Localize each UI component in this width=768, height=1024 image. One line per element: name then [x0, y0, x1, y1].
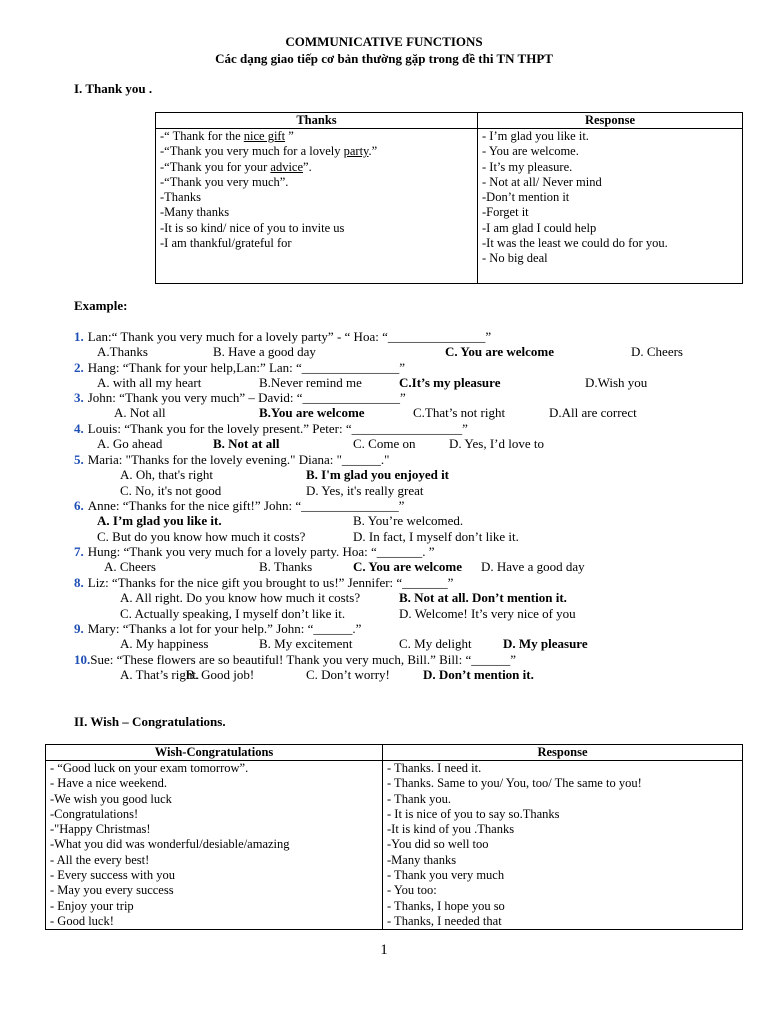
thanks-item: -“Thank you very much”. [160, 174, 289, 189]
answer-option: C. Don’t worry! [306, 667, 390, 683]
wish-item: - All the every best! [50, 852, 150, 867]
page-title: COMMUNICATIVE FUNCTIONS [285, 34, 483, 49]
question-number: 7. [74, 544, 84, 559]
answer-option: B. I'm glad you enjoyed it [306, 467, 450, 483]
thanks-item: -“Thank you for your advice”. [160, 159, 312, 174]
question-number: 6. [74, 498, 84, 513]
answer-option: C. Come on [353, 436, 416, 452]
question-6 [74, 498, 404, 513]
response-item: - I’m glad you like it. [482, 129, 589, 143]
wish-response-item: - Thank you. [387, 791, 451, 806]
answer-option: A. with all my heart [97, 375, 202, 391]
question-text: Maria: "Thanks for the lovely evening." Diana: "______." [87, 452, 390, 467]
response-column [478, 129, 743, 284]
question-number: 8. [74, 575, 84, 590]
wish-column [46, 761, 383, 930]
question-text: Hang: “Thank for your help,Lan:” Lan: “_______________” [87, 360, 406, 375]
wish-item: - Every success with you [50, 868, 175, 883]
question-number: 2. [74, 360, 84, 375]
answer-option: D. Don’t mention it. [423, 667, 534, 683]
answer-option: C. My delight [399, 636, 472, 652]
question-3 [74, 390, 406, 405]
question-4 [74, 421, 468, 436]
question-8 [74, 575, 453, 590]
response-item: - No big deal [482, 251, 548, 266]
wish-item: - May you every success [50, 883, 174, 898]
question-7 [74, 544, 435, 559]
wish-response-item: - Thanks, I hope you so [387, 898, 505, 913]
answer-option: D. Welcome! It’s very nice of you [399, 605, 576, 621]
response-item: -It was the least we could do for you. [482, 236, 668, 251]
answer-option: B.Never remind me [259, 375, 362, 391]
example-heading: Example: [74, 298, 128, 313]
answer-option: A. Cheers [104, 559, 156, 575]
wish-response-item: -You did so well too [387, 837, 489, 852]
answer-option: B. You’re welcomed. [353, 513, 464, 529]
wish-response-header: Response [383, 745, 743, 761]
wish-item: - “Good luck on your exam tomorrow”. [50, 761, 249, 775]
wish-response-item: - Thanks, I needed that [387, 913, 502, 928]
thanks-item: -I am thankful/grateful for [160, 236, 292, 251]
question-number: 5. [74, 452, 84, 467]
answer-option: A. My happiness [120, 636, 209, 652]
answer-option: A. I’m glad you like it. [97, 513, 222, 529]
question-text: Mary: “Thanks a lot for your help.” John: “______.” [87, 621, 362, 636]
answer-option: A. Oh, that's right [120, 467, 213, 483]
answer-option: C. But do you know how much it costs? [97, 528, 306, 544]
answer-option: A. Not all [114, 405, 166, 421]
section-heading-thank-you: I. Thank you . [74, 81, 153, 96]
question-text: Anne: “Thanks for the nice gift!” John: “_______________” [87, 498, 405, 513]
wish-item: - Have a nice weekend. [50, 776, 167, 791]
question-number: 4. [74, 421, 84, 436]
answer-option: A. That’s right. [120, 667, 200, 683]
question-number: 10. [74, 652, 91, 667]
wish-item: -"Happy Christmas! [50, 822, 151, 837]
answer-option: D. In fact, I myself don’t like it. [353, 528, 519, 544]
page-subtitle: Các dạng giao tiếp cơ bản thường gặp trong đề thi TN THPT [215, 51, 553, 66]
question-number: 9. [74, 621, 84, 636]
wish-response-item: - Thanks. Same to you/ You, too/ The same to you! [387, 776, 642, 791]
response-item: - You are welcome. [482, 144, 579, 159]
response-item: -I am glad I could help [482, 220, 597, 235]
answer-option: C.That’s not right [413, 405, 506, 421]
thanks-header: Thanks [156, 113, 478, 129]
wish-response-item: -Many thanks [387, 852, 457, 867]
answer-option: B. Not at all. Don’t mention it. [399, 590, 567, 606]
thanks-column [156, 129, 478, 284]
answer-option: A.Thanks [97, 344, 148, 360]
answer-option: C. No, it's not good [120, 482, 222, 498]
response-item: - Not at all/ Never mind [482, 174, 602, 189]
question-text: Louis: “Thank you for the lovely present.” Peter: “_________________” [87, 421, 468, 436]
response-item: -Forget it [482, 205, 529, 220]
question-10 [74, 652, 516, 667]
answer-option: B. Good job! [186, 667, 255, 683]
wish-item: -What you did was wonderful/desiable/amazing [50, 837, 290, 852]
answer-option: D. Yes, it's really great [306, 482, 424, 498]
wish-item: -Congratulations! [50, 806, 139, 821]
answer-option: A. All right. Do you know how much it costs? [120, 590, 361, 606]
answer-option: D.Wish you [585, 375, 648, 391]
wish-response-item: - Thanks. I need it. [387, 761, 482, 775]
answer-option: D. My pleasure [503, 636, 588, 652]
section-heading-wish: II. Wish – Congratulations. [74, 714, 226, 729]
question-1 [74, 329, 491, 344]
question-9 [74, 621, 361, 636]
question-text: Liz: “Thanks for the nice gift you brought to us!” Jennifer: “_______” [87, 575, 454, 590]
wish-header: Wish-Congratulations [46, 745, 383, 761]
response-item: - It’s my pleasure. [482, 159, 573, 174]
answer-option: D.All are correct [549, 405, 637, 421]
thanks-item: -Many thanks [160, 205, 230, 220]
question-5 [74, 452, 390, 467]
answer-option: B. My excitement [259, 636, 353, 652]
answer-option: D. Cheers [631, 344, 683, 360]
answer-option: C. You are welcome [445, 344, 555, 360]
answer-option: B. Not at all [213, 436, 280, 452]
wish-response-item: -It is kind of you .Thanks [387, 822, 515, 837]
question-text: Lan:“ Thank you very much for a lovely party” - “ Hoa: “_______________” [87, 329, 492, 344]
question-text: Sue: “These flowers are so beautiful! Thank you very much, Bill.” Bill: “______” [90, 652, 517, 667]
thanks-item: -“ Thank for the nice gift ” [160, 129, 294, 143]
question-number: 3. [74, 390, 84, 405]
answer-option: D. Have a good day [481, 559, 585, 575]
wish-response-item: - Thank you very much [387, 868, 505, 883]
answer-option: C.It’s my pleasure [399, 375, 501, 391]
wish-response-item: - You too: [387, 883, 437, 898]
question-number: 1. [74, 329, 84, 344]
thanks-item: -“Thank you very much for a lovely party.” [160, 144, 378, 159]
answer-option: A. Go ahead [97, 436, 163, 452]
question-text: John: “Thank you very much” – David: “_______________” [87, 390, 406, 405]
wish-item: -We wish you good luck [50, 791, 172, 806]
answer-option: B. Have a good day [213, 344, 316, 360]
wish-response-column [383, 761, 743, 930]
thanks-item: -Thanks [160, 190, 201, 205]
wish-item: - Good luck! [50, 913, 114, 928]
thanks-item: -It is so kind/ nice of you to invite us [160, 220, 345, 235]
question-text: Hung: “Thank you very much for a lovely party. Hoa: “_______. ” [87, 544, 435, 559]
wish-item: - Enjoy your trip [50, 898, 134, 913]
response-header: Response [478, 113, 743, 129]
answer-option: B. Thanks [259, 559, 313, 575]
thanks-table [155, 112, 743, 284]
answer-option: B.You are welcome [259, 405, 365, 421]
page-number: 1 [380, 942, 388, 958]
answer-option: C. You are welcome [353, 559, 463, 575]
answer-option: D. Yes, I’d love to [449, 436, 544, 452]
wish-response-item: - It is nice of you to say so.Thanks [387, 806, 560, 821]
response-item: -Don’t mention it [482, 190, 570, 205]
question-2 [74, 360, 405, 375]
answer-option: C. Actually speaking, I myself don’t like it. [120, 605, 346, 621]
wish-table [45, 744, 743, 930]
